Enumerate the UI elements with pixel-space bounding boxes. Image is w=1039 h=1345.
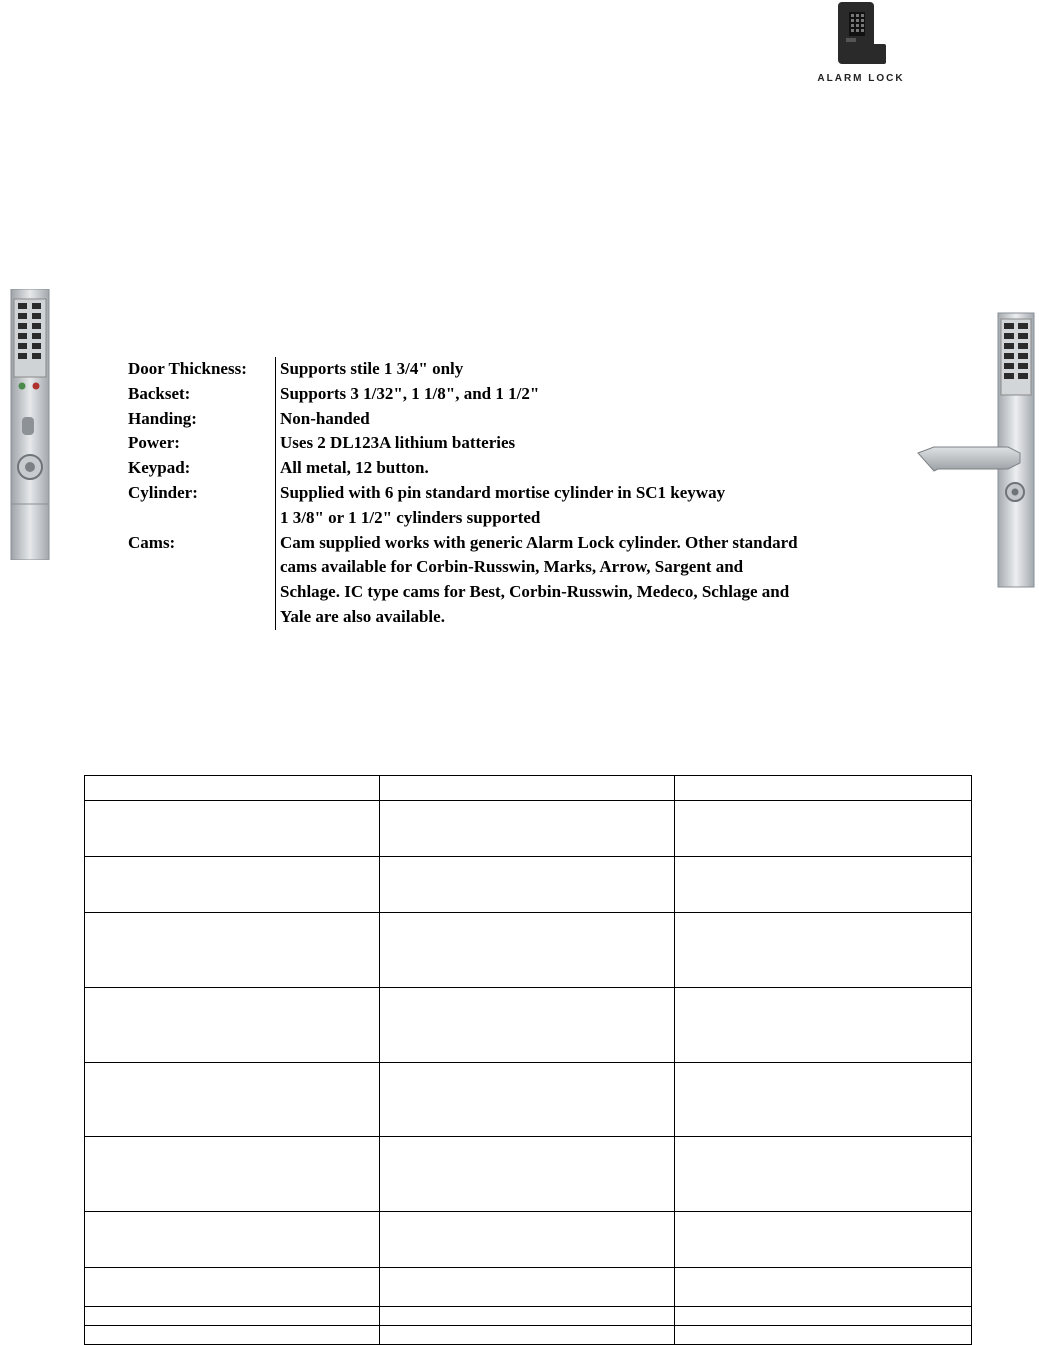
table-cell (675, 1212, 972, 1268)
spec-label: Cams: (128, 532, 176, 552)
table-cell (380, 1137, 675, 1212)
table-cell (85, 801, 380, 857)
spec-row-keypad (128, 456, 888, 481)
table-cell (380, 1307, 675, 1326)
table-cell (675, 776, 972, 801)
table-cell (85, 1326, 380, 1345)
table-cell (85, 913, 380, 988)
spec-row-cams (128, 531, 888, 630)
table-row (85, 988, 972, 1063)
vertical-keypad-trim-photo (10, 289, 50, 560)
table-cell (380, 776, 675, 801)
spec-row-handing (128, 407, 888, 432)
keypad-lever-trim-photo (916, 311, 1036, 589)
spec-value: Supplied with 6 pin standard mortise cylinder in SC1 keyway (280, 482, 726, 502)
table-cell (380, 801, 675, 857)
table-cell (675, 913, 972, 988)
table-row (85, 1307, 972, 1326)
spec-row-backset (128, 382, 888, 407)
logo-wordmark: ALARM LOCK (817, 73, 905, 84)
table-row (85, 913, 972, 988)
table-cell (85, 1212, 380, 1268)
table-cell (85, 857, 380, 913)
table-row (85, 1326, 972, 1345)
spec-value: Non-handed (280, 408, 370, 428)
table-cell (380, 1212, 675, 1268)
table-row (85, 801, 972, 857)
table-row (85, 857, 972, 913)
table-cell (85, 1137, 380, 1212)
table-row (85, 1063, 972, 1137)
table-cell (380, 1063, 675, 1137)
spec-label: Door Thickness: (128, 359, 247, 378)
table-row (85, 776, 972, 801)
alarm-lock-logo (794, 0, 928, 86)
table-cell (675, 1268, 972, 1307)
table-row (85, 1137, 972, 1212)
table-cell (85, 1063, 380, 1137)
spec-value: cams available for Corbin-Russwin, Marks, Arrow, Sargent and (280, 557, 744, 577)
spec-label: Handing: (128, 408, 197, 428)
specifications-list (128, 357, 888, 630)
spec-value: All metal, 12 button. (280, 458, 429, 478)
spec-value: Uses 2 DL123A lithium batteries (280, 433, 516, 453)
table-cell (675, 1307, 972, 1326)
table-cell (380, 1326, 675, 1345)
table-cell (380, 988, 675, 1063)
table-cell (675, 857, 972, 913)
spec-value: Schlage. IC type cams for Best, Corbin-Russwin, Medeco, Schlage and (280, 582, 790, 602)
spec-row-power (128, 431, 888, 456)
empty-grid-table (84, 775, 972, 1345)
table-cell (380, 1268, 675, 1307)
table-cell (675, 988, 972, 1063)
spec-value: 1 3/8" or 1 1/2" cylinders supported (280, 507, 541, 527)
spec-row-door-thickness (128, 357, 888, 382)
table-cell (85, 1307, 380, 1326)
spec-label: Backset: (128, 383, 191, 403)
spec-value: Supports stile 1 3/4" only (280, 359, 464, 378)
table-cell (85, 988, 380, 1063)
spec-row-cylinder (128, 481, 888, 531)
table-cell (85, 776, 380, 801)
table-cell (380, 913, 675, 988)
table-cell (675, 1063, 972, 1137)
spec-label: Cylinder: (128, 482, 198, 502)
spec-label: Power: (128, 433, 180, 453)
table-row (85, 1212, 972, 1268)
table-cell (675, 1326, 972, 1345)
spec-value: Yale are also available. (280, 606, 445, 626)
table-cell (380, 857, 675, 913)
table-cell (675, 1137, 972, 1212)
spec-value: Supports 3 1/32", 1 1/8", and 1 1/2" (280, 383, 540, 403)
spec-value: Cam supplied works with generic Alarm Lock cylinder. Other standard (280, 532, 798, 552)
table-row (85, 1268, 972, 1307)
spec-label: Keypad: (128, 458, 191, 478)
table-cell (85, 1268, 380, 1307)
table-cell (675, 801, 972, 857)
